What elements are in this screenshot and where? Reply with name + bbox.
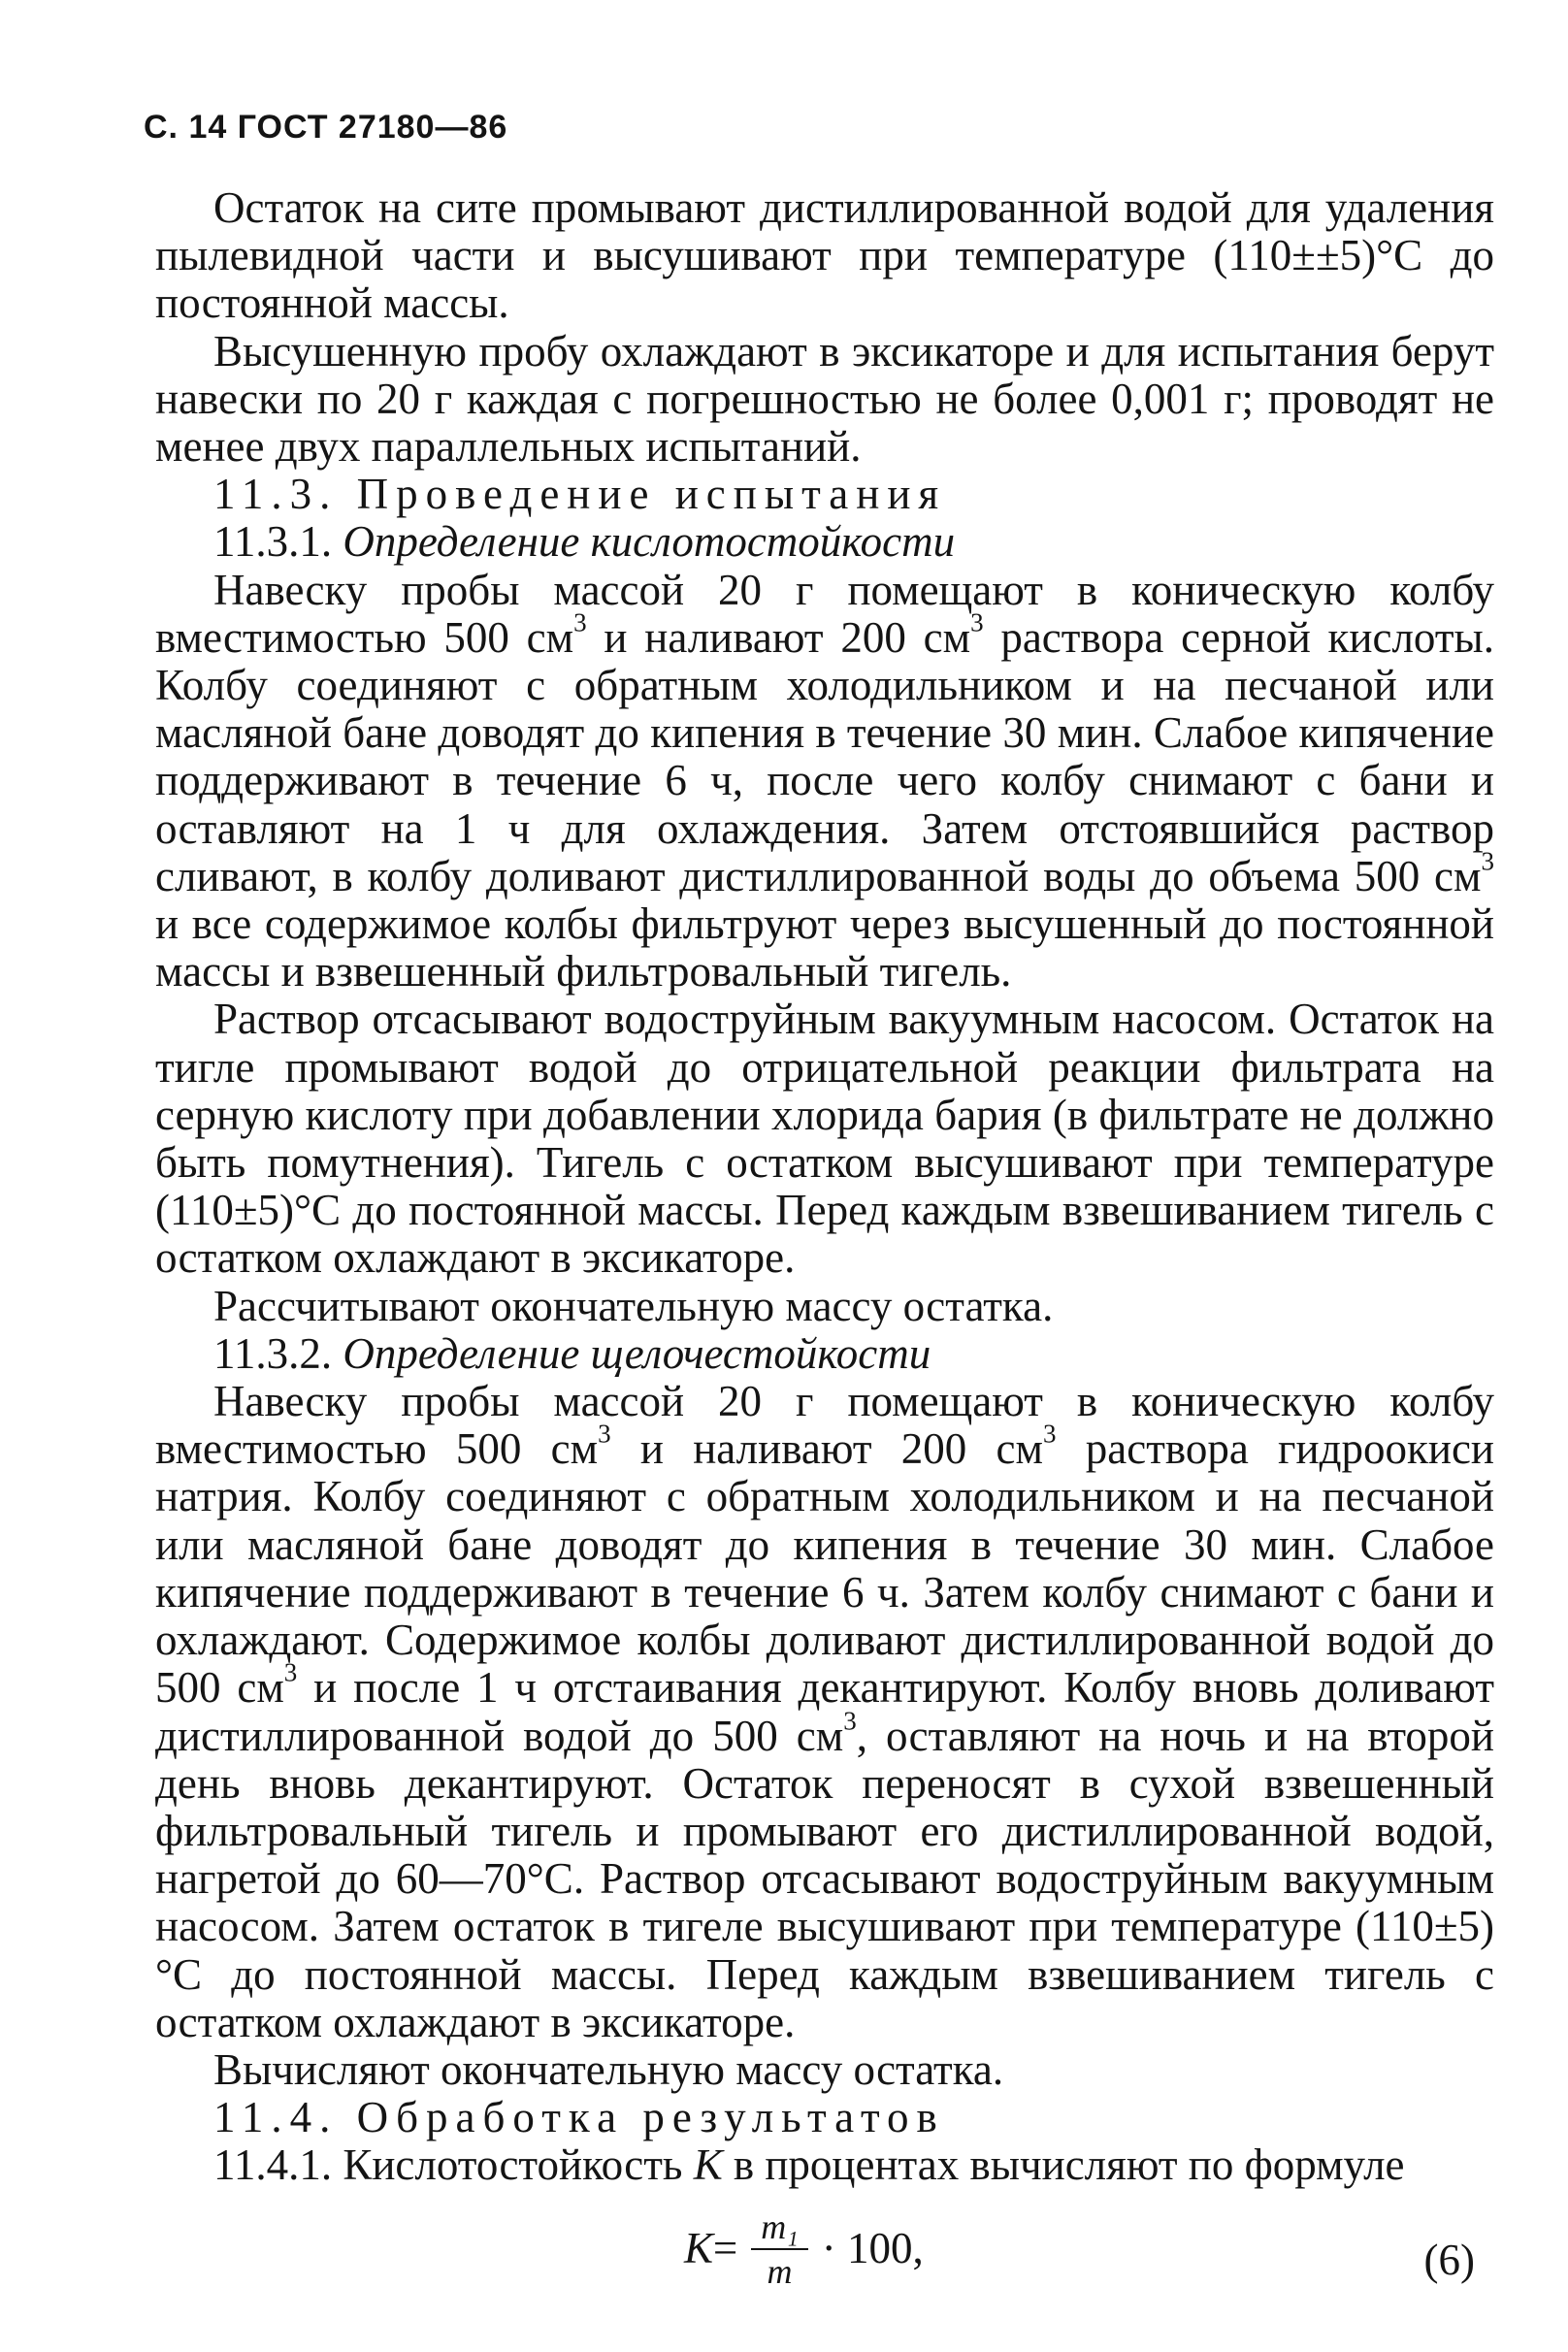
paragraph-alkali-calc: Вычисляют окончательную массу остатка. bbox=[213, 2044, 1004, 2094]
text-run: в процентах вычисляют по формуле bbox=[722, 2140, 1405, 2190]
formula bbox=[684, 2205, 924, 2293]
text-run: , оставляют на ночь и на второй день вновь декантируют. Остаток переносят в сухой взвешенный фильтровальный тигель и промывают его дистиллированной водой, нагретой до 60—70°С. Раствор отсасывают водоструйным вакуумным насосом. Затем остаток в тигеле высушивают при температуре (110±5)°С до постоянной массы. Перед каждым взвешиванием тигель с остатком охлаждают в эксикаторе. bbox=[155, 1711, 1494, 2046]
subsection-title: Определение щелочестойкости bbox=[343, 1328, 931, 1378]
paragraph-alkali-procedure bbox=[155, 1378, 1494, 2046]
paragraph-rinse: Остаток на сите промывают дистиллированной водой для удаления пылевидной части и высушивают при температуре (110±±5)°С до постоянной массы. bbox=[155, 183, 1494, 328]
formula-block bbox=[155, 2196, 1494, 2341]
text-run: Навеску пробы массой 20 г помещают в коническую колбу вместимостью 500 см bbox=[155, 1377, 1494, 1474]
text-run: и наливают 200 см bbox=[586, 612, 971, 662]
text-run: раствора серной кислоты. Колбу соединяют с обратным холодильником и на песчаной или масляной бане доводят до кипения в течение 30 мин. Слабое кипячение поддерживают в течение 6 ч, после чего колбу снимают с бани и оставляют на 1 ч для охлаждения. Затем отстоявшийся раствор сливают, в колбу доливают дистиллированной воды до объема 500 см bbox=[155, 612, 1494, 900]
text-run: и наливают 200 см bbox=[610, 1424, 1044, 1474]
superscript: 3 bbox=[1043, 1419, 1057, 1449]
paragraph-acid-filtration: Раствор отсасывают водоструйным вакуумным насосом. Остаток на тигле промывают водой до отрицательной реакции фильтрата на серную кислоту при добавлении хлорида бария (в фильтрате не должно быть помутнения). Тигель с остатком высушивают при температуре (110±5)°С до постоянной массы. Перед каждым взвешиванием тигель с остатком охлаждают в эксикаторе. bbox=[155, 995, 1494, 1283]
formula-denominator: m bbox=[767, 2251, 793, 2291]
variable-k: К bbox=[693, 2140, 723, 2190]
superscript: 3 bbox=[970, 607, 984, 637]
text-run: 11.4.1. Кислотостойкость bbox=[213, 2140, 694, 2190]
text-run: и все содержимое колбы фильтруют через высушенный до постоянной массы и взвешенный фильтровальный тигель. bbox=[155, 899, 1494, 996]
superscript: 3 bbox=[843, 1705, 857, 1735]
formula-rest: · 100, bbox=[821, 2223, 924, 2272]
subsection-number: 11.3.1. bbox=[213, 517, 343, 567]
paragraph-acid-procedure bbox=[155, 567, 1494, 996]
paragraph-formula-intro bbox=[155, 2141, 1494, 2189]
superscript: 3 bbox=[598, 1419, 611, 1449]
formula-lhs: К bbox=[684, 2223, 713, 2272]
subsection-number: 11.3.2. bbox=[213, 1328, 343, 1378]
subsection-heading-acid bbox=[155, 518, 1494, 566]
section-heading-results: 11.4. Обработка результатов bbox=[213, 2093, 945, 2142]
section-heading-test: 11.3. Проведение испытания bbox=[213, 470, 947, 519]
superscript: 3 bbox=[573, 607, 587, 637]
superscript: 3 bbox=[1481, 846, 1494, 876]
equation-number: (6) bbox=[1423, 2235, 1475, 2284]
formula-fraction bbox=[751, 2205, 808, 2293]
formula-numerator: m₁ bbox=[751, 2205, 808, 2250]
page-header: С. 14 ГОСТ 27180—86 bbox=[144, 109, 508, 146]
document-body bbox=[155, 184, 1494, 2341]
text-run: и после 1 ч отстаивания декантируют. Колбу вновь доливают дистиллированной водой до 500 см bbox=[155, 1663, 1494, 1760]
formula-equals: = bbox=[712, 2223, 738, 2272]
text-run: Навеску пробы массой 20 г помещают в коническую колбу вместимостью 500 см bbox=[155, 565, 1494, 662]
text-run: раствора гидроокиси натрия. Колбу соединяют с обратным холодильником и на песчаной или масляной бане доводят до кипения в течение 30 мин. Слабое кипячение поддерживают в течение 6 ч. Затем колбу снимают с бани и охлаждают. Содержимое колбы доливают дистиллированной водой до 500 см bbox=[155, 1424, 1494, 1713]
subsection-title: Определение кислотостойкости bbox=[343, 517, 956, 567]
subsection-heading-alkali bbox=[155, 1330, 1494, 1378]
paragraph-acid-calc: Рассчитывают окончательную массу остатка. bbox=[213, 1281, 1054, 1330]
paragraph-dried-sample: Высушенную пробу охлаждают в эксикаторе и для испытания берут навески по 20 г каждая с погрешностью не более 0,001 г; проводят не менее двух параллельных испытаний. bbox=[155, 326, 1494, 472]
superscript: 3 bbox=[283, 1657, 298, 1687]
